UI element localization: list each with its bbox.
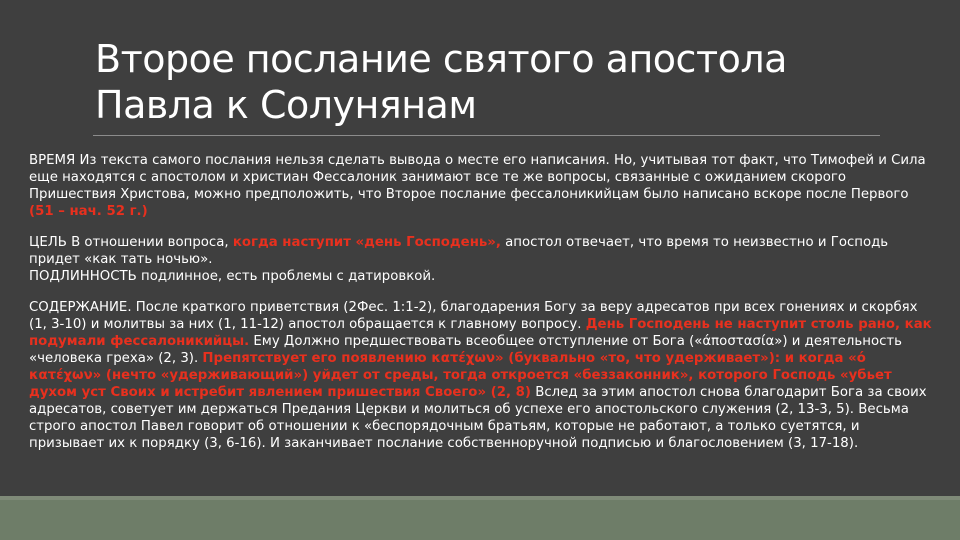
purpose-highlight: когда наступит «день Господень», bbox=[232, 235, 501, 250]
content-highlight-1: День Господень не наступит столь рано, как подумали фессалоникийцы. bbox=[29, 317, 932, 349]
footer-bar bbox=[0, 500, 960, 540]
content-highlight-2: Препятствует его появлению κατέχων» (буквально «то, что удерживает»): и когда «ό κατέχων» (нечто «удерживающий») уйдет от среды, тогда откроется «беззаконник», которого Господь «убьет духом уст Своих и истребит явлением пришествия Своего» (2, 8) bbox=[29, 351, 892, 400]
title-line-1: Второе послание святого апостола bbox=[95, 37, 787, 81]
title-line-2: Павла к Солунянам bbox=[95, 83, 477, 127]
paragraph-time bbox=[29, 152, 934, 220]
paragraph-authenticity: ПОДЛИННОСТЬ подлинное, есть проблемы с датировкой. bbox=[29, 269, 436, 284]
time-text: ВРЕМЯ Из текста самого послания нельзя сделать вывода о месте его написания. Но, учитывая тот факт, что Тимофей и Сила еще находятся с апостолом и христиан Фессалоник занимают все те же вопросы, связанные с ожиданием скорого Пришествия Христова, можно предположить, что Второе послание фессалоникийцам было написано вскоре после Первого bbox=[29, 153, 926, 202]
content-text-c: Вслед за этим апостол снова благодарит Бога за своих адресатов, советует им держаться Предания Церкви и молиться об успехе его апостольского служения (2, 13-3, 5). Весьма строго апостол Павел говорит об отношении к «беспорядочным братьям, которые не работают, а только суетятся, и призывает их к порядку (3, 6-16). И заканчивает послание собственноручной подписью и благословением (3, 17-18). bbox=[29, 385, 927, 451]
purpose-text-a: ЦЕЛЬ В отношении вопроса, bbox=[29, 235, 233, 250]
slide-title bbox=[95, 36, 915, 128]
content-text-b: Ему Должно предшествовать всеобщее отступление от Бога («άποστασία») и деятельность «человека греха» (2, 3). bbox=[29, 334, 902, 366]
time-date-highlight: (51 – нач. 52 г.) bbox=[29, 204, 148, 219]
paragraph-purpose bbox=[29, 234, 934, 268]
title-divider bbox=[93, 135, 880, 136]
paragraph-content bbox=[29, 299, 934, 452]
purpose-text-b: апостол отвечает, что время то неизвестно и Господь придет «как тать ночью». bbox=[29, 235, 889, 267]
content-text-a: СОДЕРЖАНИЕ. После краткого приветствия (2Фес. 1:1-2), благодарения Богу за веру адресатов при всех гонениях и скорбях (1, 3-10) и молитвы за них (1, 11-12) апостол обращается к главному вопросу. bbox=[29, 300, 918, 332]
slide-body bbox=[29, 152, 934, 466]
